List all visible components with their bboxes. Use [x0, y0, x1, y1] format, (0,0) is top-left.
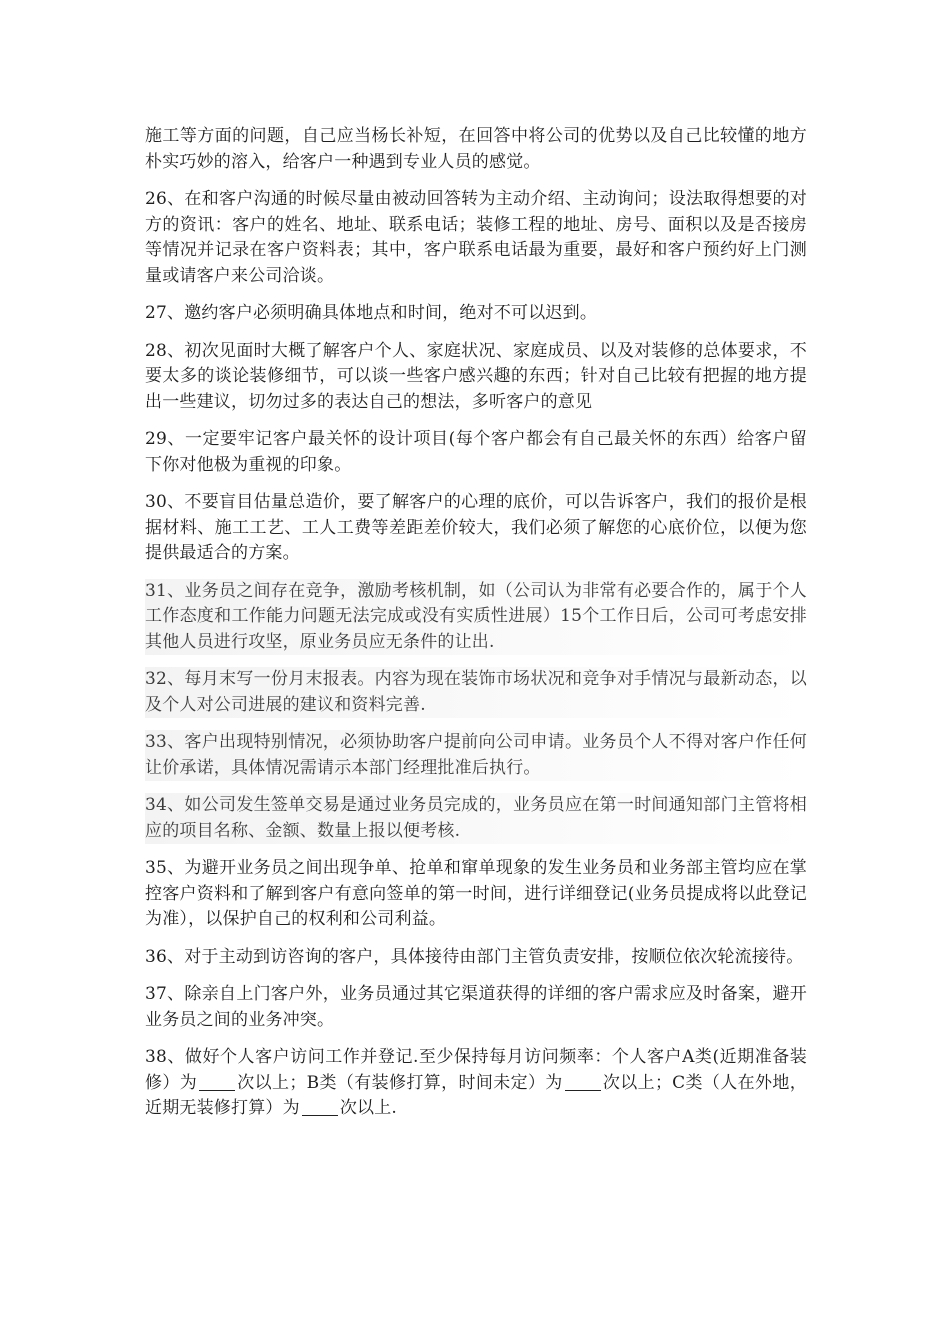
paragraph-intro: 施工等方面的问题，自己应当杨长补短，在回答中将公司的优势以及自己比较懂的地方朴实巧妙的溶入，给客户一种遇到专业人员的感觉。 [145, 126, 807, 172]
paragraph-35: 35、为避开业务员之间出现争单、抢单和窜单现象的发生业务员和业务部主管均应在掌控客户资料和了解到客户有意向签单的第一时间，进行详细登记(业务员提成将以此登记为准），以保护自己的权利和公司利益。 [145, 858, 807, 929]
paragraph-38-part1: 38、做好个人客户访问工作并登记.至少保持每月访问频率：个人客户A类(近期准备装修）为 [145, 1047, 807, 1093]
fill-blank-b [565, 1072, 601, 1091]
paragraph-33: 33、客户出现特别情况，必须协助客户提前向公司申请。业务员个人不得对客户作任何让价承诺，具体情况需请示本部门经理批准后执行。 [145, 730, 807, 781]
paragraph-36: 36、对于主动到访咨询的客户，具体接待由部门主管负责安排，按顺位依次轮流接待。 [145, 946, 804, 967]
paragraph-26: 26、在和客户沟通的时候尽量由被动回答转为主动介绍、主动询问；设法取得想要的对方的资讯：客户的姓名、地址、联系电话；装修工程的地址、房号、面积以及是否接房等情况并记录在客户资料表；其中，客户联系电话最为重要，最好和客户预约好上门测量或请客户来公司洽谈。 [145, 189, 807, 286]
paragraph-38 [145, 1045, 807, 1122]
paragraph-29: 29、一定要牢记客户最关怀的设计项目(每个客户都会有自己最关怀的东西）给客户留下你对他极为重视的印象。 [145, 429, 807, 475]
paragraph-27: 27、邀约客户必须明确具体地点和时间，绝对不可以迟到。 [145, 303, 598, 323]
fill-blank-c [302, 1097, 338, 1116]
paragraph-32: 32、每月末写一份月末报表。内容为现在装饰市场状况和竞争对手情况与最新动态，以及个人对公司进展的建议和资料完善. [145, 667, 807, 718]
paragraph-30: 30、不要盲目估量总造价，要了解客户的心理的底价，可以告诉客户，我们的报价是根据材料、施工工艺、工人工费等差距差价较大，我们必须了解您的心底价位，以便为您提供最适合的方案。 [145, 492, 807, 563]
document-body [145, 124, 807, 1134]
paragraph-28: 28、初次见面时大概了解客户个人、家庭状况、家庭成员、以及对装修的总体要求，不要太多的谈论装修细节，可以谈一些客户感兴趣的东西；针对自己比较有把握的地方提出一些建议，切勿过多的表达自己的想法，多听客户的意见 [145, 340, 807, 412]
paragraph-34: 34、如公司发生签单交易是通过业务员完成的，业务员应在第一时间通知部门主管将相应的项目名称、金额、数量上报以便考核. [145, 793, 807, 844]
paragraph-37: 37、除亲自上门客户外，业务员通过其它渠道获得的详细的客户需求应及时备案，避开业务员之间的业务冲突。 [145, 984, 807, 1030]
paragraph-31: 31、业务员之间存在竞争，激励考核机制，如（公司认为非常有必要合作的，属于个人工作态度和工作能力问题无法完成或没有实质性进展）15个工作日后，公司可考虑安排其他人员进行攻坚，原业务员应无条件的让出. [145, 579, 807, 656]
paragraph-38-part4: 次以上. [339, 1098, 398, 1118]
paragraph-38-part2: 次以上；B类（有装修打算，时间未定）为 [237, 1072, 563, 1093]
paragraph-38-part3: 次以上；C类（人在外地，近期无装修打算）为 [145, 1072, 807, 1118]
fill-blank-a [199, 1072, 235, 1091]
